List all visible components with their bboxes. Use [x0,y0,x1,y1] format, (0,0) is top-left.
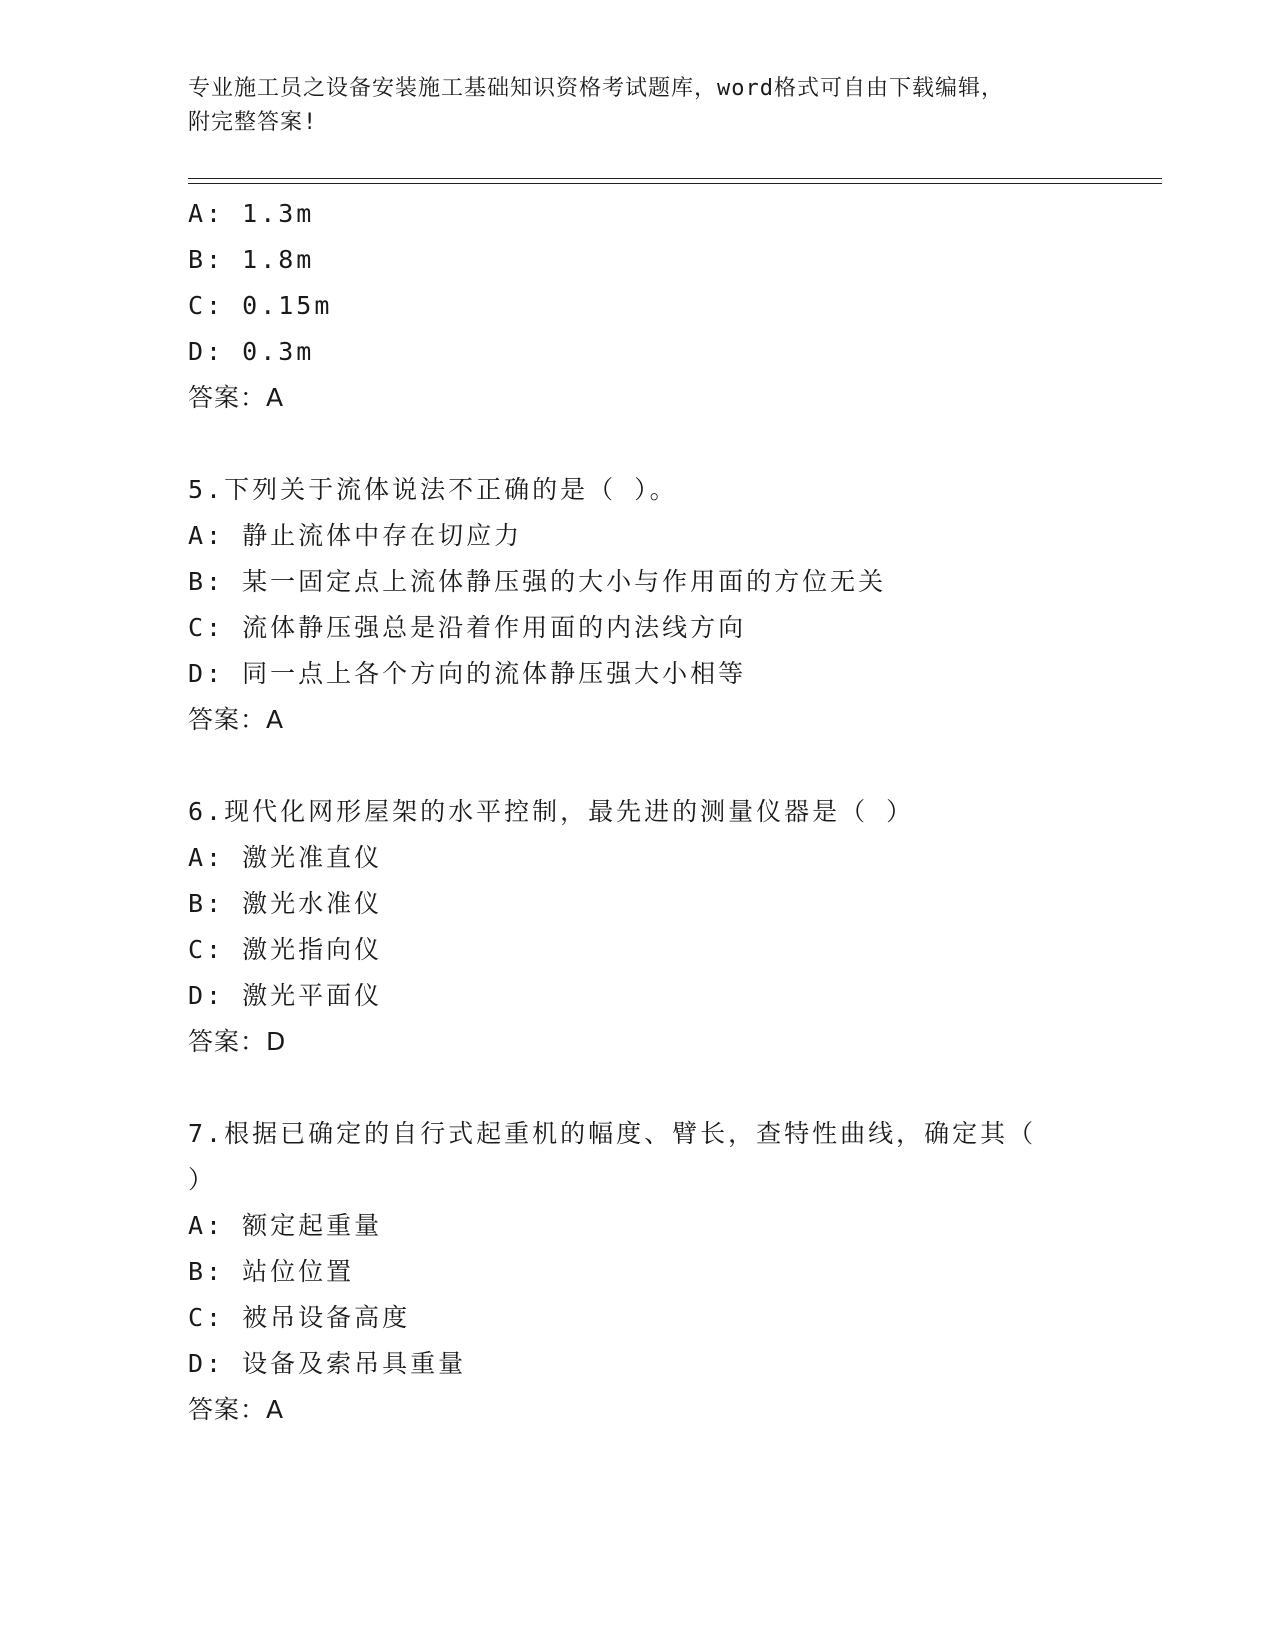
spacer [188,743,1162,789]
question-7-answer: 答案：A [188,1395,285,1424]
question-6-option-d: D: 激光平面仪 [188,981,383,1010]
question-4-block [188,191,1162,421]
spacer [188,1065,1162,1111]
question-5-option-a: A: 静止流体中存在切应力 [188,521,523,550]
question-6-answer: 答案：D [188,1027,287,1056]
question-7-option-c: C: 被吊设备高度 [188,1303,411,1332]
document-header [188,72,1088,140]
header-divider-bottom [188,183,1162,184]
header-line-1: 专业施工员之设备安装施工基础知识资格考试题库，word格式可自由下载编辑， [188,76,1004,101]
question-5-stem: 5.下列关于流体说法不正确的是（ ）。 [188,475,678,504]
question-6-option-a: A: 激光准直仪 [188,843,383,872]
question-7-stem-line-2: ） [188,1165,217,1194]
header-divider-top [188,178,1162,179]
question-4-option-d: D: 0.3m [188,337,315,366]
header-line-2: 附完整答案! [188,110,318,135]
question-5-block [188,467,1162,743]
question-6-stem: 6.现代化网形屋架的水平控制，最先进的测量仪器是（ ） [188,797,915,826]
spacer [188,421,1162,467]
question-6-option-b: B: 激光水准仪 [188,889,383,918]
question-5-option-d: D: 同一点上各个方向的流体静压强大小相等 [188,659,747,688]
question-7-stem-line-1: 7.根据已确定的自行式起重机的幅度、臂长，查特性曲线，确定其（ [188,1119,1037,1148]
question-5-answer: 答案：A [188,705,285,734]
question-7-option-d: D: 设备及索吊具重量 [188,1349,467,1378]
question-6-option-c: C: 激光指向仪 [188,935,383,964]
question-4-answer: 答案：A [188,383,285,412]
question-7-option-a: A: 额定起重量 [188,1211,383,1240]
question-list [188,191,1162,1433]
question-6-block [188,789,1162,1065]
question-4-option-a: A: 1.3m [188,199,315,228]
question-4-option-c: C: 0.15m [188,291,333,320]
question-7-option-b: B: 站位位置 [188,1257,355,1286]
question-7-block [188,1111,1162,1433]
question-4-option-b: B: 1.8m [188,245,315,274]
question-5-option-c: C: 流体静压强总是沿着作用面的内法线方向 [188,613,747,642]
question-5-option-b: B: 某一固定点上流体静压强的大小与作用面的方位无关 [188,567,887,596]
